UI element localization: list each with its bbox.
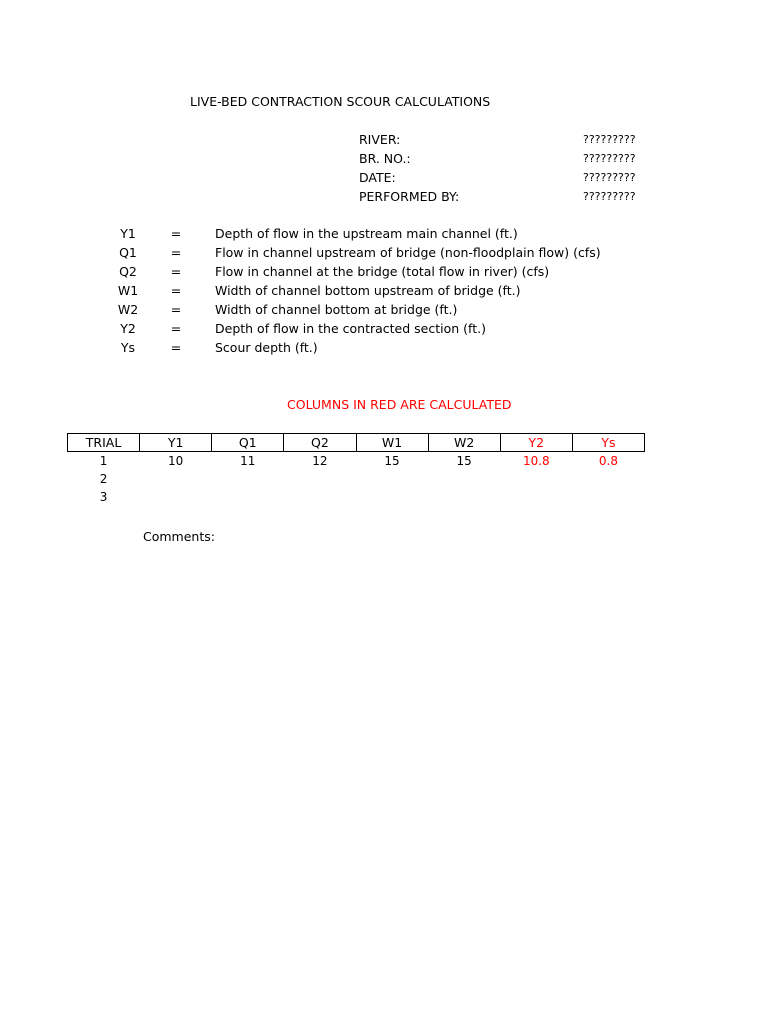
definition-row (0, 226, 768, 245)
table-row (68, 470, 645, 488)
header-trial: TRIAL (68, 434, 140, 452)
definition-equals: = (170, 283, 182, 298)
header-w2: W2 (428, 434, 500, 452)
header-q2: Q2 (284, 434, 356, 452)
definition-symbol: Ys (120, 340, 136, 355)
definition-row (0, 302, 768, 321)
definition-symbol: Y2 (120, 321, 136, 336)
definition-equals: = (170, 264, 182, 279)
definition-symbol: Q2 (119, 264, 137, 279)
definition-row (0, 264, 768, 283)
definition-equals: = (170, 226, 182, 241)
cell-w2[interactable] (428, 470, 500, 488)
definition-equals: = (170, 321, 182, 336)
definition-symbol: W1 (117, 283, 139, 298)
definition-equals: = (170, 302, 182, 317)
cell-w2[interactable]: 15 (456, 454, 472, 468)
definition-row (0, 245, 768, 264)
table-row (68, 488, 645, 506)
definition-equals: = (170, 245, 182, 260)
definition-symbol: Y1 (120, 226, 136, 241)
performed-by-value[interactable]: ????????? (583, 190, 636, 203)
definition-description: Flow in channel at the bridge (total flow in river) (cfs) (215, 264, 550, 279)
page-title: LIVE-BED CONTRACTION SCOUR CALCULATIONS (190, 94, 491, 109)
cell-w2[interactable] (428, 488, 500, 506)
cell-q1[interactable]: 11 (240, 454, 256, 468)
definition-symbol: W2 (117, 302, 139, 317)
definition-description: Width of channel bottom at bridge (ft.) (215, 302, 458, 317)
cell-w1[interactable] (356, 470, 428, 488)
definition-description: Depth of flow in the contracted section (ft.) (215, 321, 486, 336)
header-q1: Q1 (212, 434, 284, 452)
bridge-number-label: BR. NO.: (359, 151, 411, 166)
cell-ys (572, 470, 644, 488)
definition-description: Scour depth (ft.) (215, 340, 318, 355)
definition-row (0, 340, 768, 359)
cell-y1[interactable] (140, 488, 212, 506)
river-label: RIVER: (359, 132, 401, 147)
comments-label: Comments: (143, 529, 215, 544)
header-ys: Ys (572, 434, 644, 452)
definition-description: Width of channel bottom upstream of bridge (ft.) (215, 283, 521, 298)
cell-w1[interactable]: 15 (384, 454, 400, 468)
definition-equals: = (170, 340, 182, 355)
cell-q2[interactable] (284, 488, 356, 506)
cell-w1[interactable] (356, 488, 428, 506)
cell-trial[interactable]: 3 (99, 490, 108, 504)
calculation-table (67, 433, 645, 506)
cell-y2 (500, 470, 572, 488)
cell-q1[interactable] (212, 470, 284, 488)
table-row (68, 452, 645, 471)
definition-symbol: Q1 (119, 245, 137, 260)
cell-ys (572, 488, 644, 506)
cell-trial[interactable]: 1 (99, 454, 108, 468)
header-w1: W1 (356, 434, 428, 452)
cell-q2[interactable] (284, 470, 356, 488)
bridge-number-value[interactable]: ????????? (583, 152, 636, 165)
calculated-columns-note: COLUMNS IN RED ARE CALCULATED (287, 397, 512, 412)
cell-q2[interactable]: 12 (312, 454, 328, 468)
date-value[interactable]: ????????? (583, 171, 636, 184)
cell-trial[interactable]: 2 (99, 472, 108, 486)
header-y2: Y2 (500, 434, 572, 452)
cell-q1[interactable] (212, 488, 284, 506)
cell-y2: 10.8 (522, 454, 550, 468)
date-label: DATE: (359, 170, 396, 185)
definition-description: Depth of flow in the upstream main channel (ft.) (215, 226, 518, 241)
header-y1: Y1 (140, 434, 212, 452)
cell-y1[interactable]: 10 (168, 454, 184, 468)
definition-row (0, 283, 768, 302)
cell-y2 (500, 488, 572, 506)
definition-row (0, 321, 768, 340)
definition-description: Flow in channel upstream of bridge (non-floodplain flow) (cfs) (215, 245, 601, 260)
river-value[interactable]: ????????? (583, 133, 636, 146)
cell-y1[interactable] (140, 470, 212, 488)
performed-by-label: PERFORMED BY: (359, 189, 460, 204)
table-header-row (68, 434, 645, 452)
cell-ys: 0.8 (598, 454, 618, 468)
